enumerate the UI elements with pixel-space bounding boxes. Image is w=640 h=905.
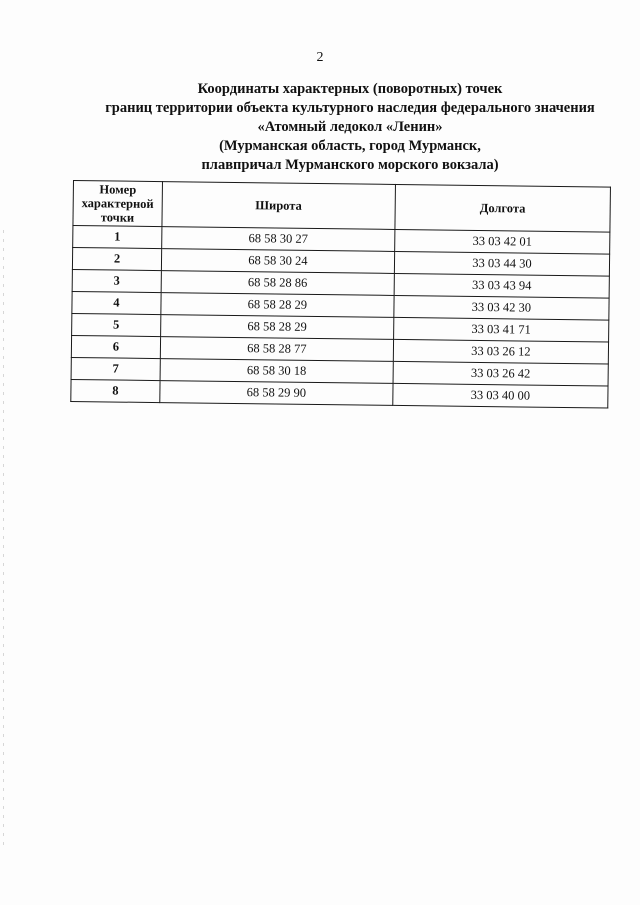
point-number-cell: 5 [72, 313, 161, 336]
table-header-row [73, 181, 611, 233]
title-line-1: Координаты характерных (поворотных) точек [197, 81, 503, 97]
title-line-4: (Мурманская область, город Мурманск, [219, 138, 481, 154]
longitude-cell: 33 03 26 12 [393, 339, 608, 364]
latitude-cell: 68 58 28 77 [160, 337, 393, 362]
point-number-cell: 6 [71, 335, 160, 358]
scan-edge-artifact [3, 230, 4, 850]
latitude-cell: 68 58 30 24 [161, 249, 394, 274]
header-point-number: Номер характерной точки [73, 181, 162, 227]
document-title [70, 80, 630, 175]
point-number-cell: 2 [72, 248, 161, 271]
longitude-cell: 33 03 41 71 [393, 317, 608, 342]
coordinates-table [70, 180, 611, 409]
longitude-cell: 33 03 43 94 [394, 273, 609, 298]
latitude-cell: 68 58 29 90 [160, 381, 393, 406]
point-number-cell: 3 [72, 269, 161, 292]
latitude-cell: 68 58 28 29 [161, 293, 394, 318]
point-number-cell: 4 [72, 291, 161, 314]
latitude-cell: 68 58 30 18 [160, 359, 393, 384]
page-number: 2 [316, 50, 324, 65]
longitude-cell: 33 03 42 30 [394, 295, 609, 320]
longitude-cell: 33 03 42 01 [395, 229, 610, 254]
point-number-cell: 1 [73, 226, 162, 249]
longitude-cell: 33 03 44 30 [394, 251, 609, 276]
point-number-cell: 7 [71, 357, 160, 380]
coordinates-table-wrapper [70, 180, 611, 409]
latitude-cell: 68 58 28 86 [161, 271, 394, 296]
header-longitude: Долгота [395, 184, 611, 232]
point-number-cell: 8 [71, 379, 160, 402]
latitude-cell: 68 58 28 29 [160, 315, 393, 340]
latitude-cell: 68 58 30 27 [162, 227, 395, 252]
title-line-3: «Атомный ледокол «Ленин» [257, 119, 443, 135]
header-latitude: Широта [162, 182, 396, 230]
longitude-cell: 33 03 40 00 [393, 383, 608, 408]
longitude-cell: 33 03 26 42 [393, 361, 608, 386]
title-line-5: плавпричал Мурманского морского вокзала) [201, 157, 499, 173]
title-line-2: границ территории объекта культурного наследия федерального значения [105, 100, 595, 116]
